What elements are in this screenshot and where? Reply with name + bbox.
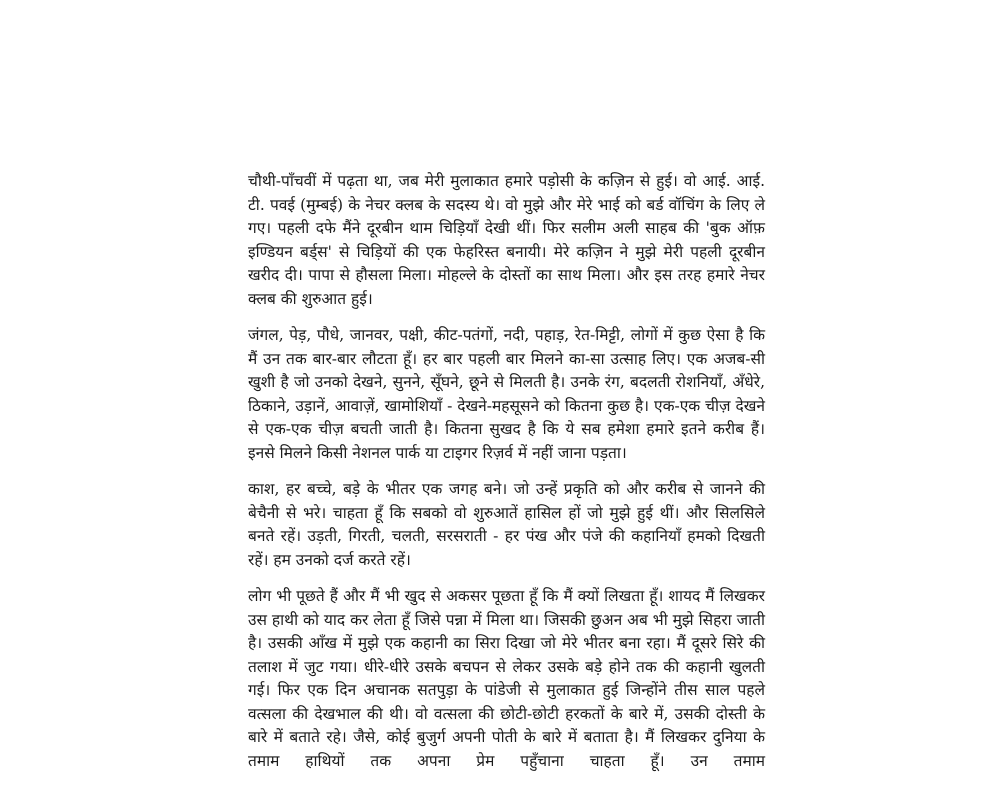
paragraph-1: चौथी-पाँचवीं में पढ़ता था, जब मेरी मुलाकात हमारे पड़ोसी के कज़िन से हुई। वो आई. आई. टी. पवई (मुम्बई) के नेचर क्लब के सदस्य थे। वो मुझे और मेरे भाई को बर्ड वॉचिंग के लिए ले गए। पहली दफे मैंने दूरबीन थाम चिड़ियाँ देखी थीं। फिर सलीम अली साहब की 'बुक ऑफ़ इण्डियन बर्ड्स' से चिड़ियों की एक फेहरिस्त बनायी। मेरे कज़िन ने मुझे मेरी पहली दूरबीन खरीद दी। पापा से हौसला मिला। मोहल्ले के दोस्तों का साथ मिला। और इस तरह हमारे नेचर क्लब की शुरुआत हुई। (248, 172, 765, 308)
paragraph-3: काश, हर बच्चे, बड़े के भीतर एक जगह बने। जो उन्हें प्रकृति को और करीब से जानने की बेचैनी से भरे। चाहता हूँ कि सबको वो शुरुआतें हासिल हों जो मुझे हुई थीं। और सिलसिले बनते रहें। उड़ती, गिरती, चलती, सरसराती - हर पंख और पंजे की कहानियाँ हमको दिखती रहें। हम उनको दर्ज करते रहें। (248, 480, 765, 569)
paragraph-4: लोग भी पूछते हैं और मैं भी खुद से अकसर पूछता हूँ कि मैं क्यों लिखता हूँ। शायद मैं लिखकर उस हाथी को याद कर लेता हूँ जिसे पन्ना में मिला था। जिसकी छुअन अब भी मुझे सिहरा जाती है। उसकी आँख में मुझे एक कहानी का सिरा दिखा जो मेरे भीतर बना रहा। मैं दूसरे सिरे की तलाश में जुट गया। धीरे-धीरे उसके बचपन से लेकर उसके बड़े होने तक की कहानी खुलती गई। फिर एक दिन अचानक सतपुड़ा के पांडेजी से मुलाकात हुई जिन्होंने तीस साल पहले वत्सला की देखभाल की थी। वो वत्सला की छोटी-छोटी हरकतों के बारे में, उसकी दोस्ती के बारे में बताते रहे। जैसे, कोई बुजुर्ग अपनी पोती के बारे में बताता है। मैं लिखकर दुनिया के तमाम हाथियों तक अपना प्रेम पहुँचाना चाहता हूँ। उन तमाम (248, 587, 765, 770)
paragraph-2: जंगल, पेड़, पौधे, जानवर, पक्षी, कीट-पतंगों, नदी, पहाड़, रेत-मिट्टी, लोगों में कुछ ऐसा है कि मैं उन तक बार-बार लौटता हूँ। हर बार पहली बार मिलने का-सा उत्साह लिए। एक अजब-सी खुशी है जो उनको देखने, सुनने, सूँघने, छूने से मिलती है। उनके रंग, बदलती रोशनियाँ, अँधेरे, ठिकाने, उड़ानें, आवाज़ें, खामोशियाँ - देखने-महसूसने को कितना कुछ है। एक-एक चीज़ देखने से एक-एक चीज़ बचती जाती है। कितना सुखद है कि ये सब हमेशा हमारे इतने करीब हैं। इनसे मिलने किसी नेशनल पार्क या टाइगर रिज़र्व में नहीं जाना पड़ता। (248, 326, 765, 462)
text-block (248, 170, 765, 786)
